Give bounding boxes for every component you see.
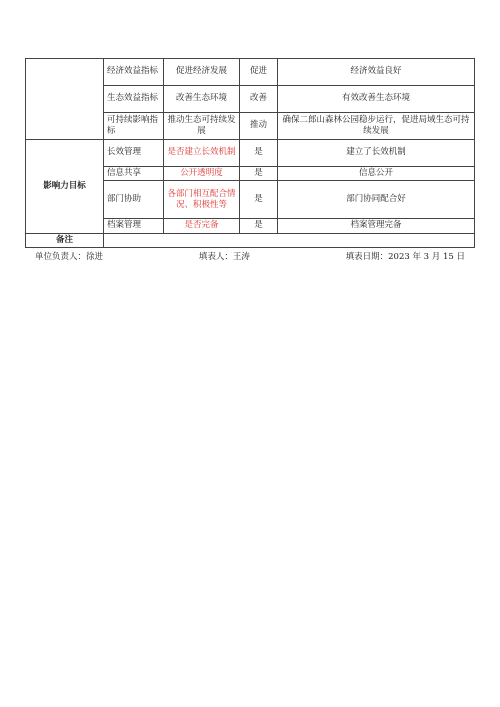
indicator-cell: 经济效益指标 xyxy=(104,59,164,86)
criterion-cell: 各部门相互配合情况、积极性等 xyxy=(164,181,240,219)
table-row xyxy=(26,140,475,167)
criterion-cell: 是否完备 xyxy=(164,219,240,233)
signature-footer xyxy=(35,250,465,262)
criterion-cell: 推动生态可持续发展 xyxy=(164,113,240,140)
criterion-cell: 促进经济发展 xyxy=(164,59,240,86)
criterion-cell: 是否建立长效机制 xyxy=(164,140,240,167)
category-cell-blank xyxy=(26,59,104,140)
indicator-cell: 长效管理 xyxy=(104,140,164,167)
result-cell: 经济效益良好 xyxy=(278,59,475,86)
indicator-cell: 部门协助 xyxy=(104,181,164,219)
unit-head: 单位负责人：徐进 xyxy=(35,252,104,262)
indicator-cell: 档案管理 xyxy=(104,219,164,233)
value-cell: 是 xyxy=(240,167,278,181)
filled-by: 填表人：王涛 xyxy=(198,252,250,262)
criterion-cell: 公开透明度 xyxy=(164,167,240,181)
remarks-label: 备注 xyxy=(26,233,104,247)
performance-table xyxy=(25,58,475,248)
table-row xyxy=(26,59,475,86)
criterion-cell: 改善生态环境 xyxy=(164,86,240,113)
indicator-cell: 信息共享 xyxy=(104,167,164,181)
category-cell: 影响力目标 xyxy=(26,140,104,234)
result-cell: 建立了长效机制 xyxy=(278,140,475,167)
result-cell: 部门协同配合好 xyxy=(278,181,475,219)
value-cell: 推动 xyxy=(240,113,278,140)
remarks-row xyxy=(26,233,475,247)
result-cell: 档案管理完备 xyxy=(278,219,475,233)
value-cell: 是 xyxy=(240,181,278,219)
value-cell: 改善 xyxy=(240,86,278,113)
value-cell: 是 xyxy=(240,219,278,233)
value-cell: 是 xyxy=(240,140,278,167)
value-cell: 促进 xyxy=(240,59,278,86)
result-cell: 有效改善生态环境 xyxy=(278,86,475,113)
result-cell: 确保二郎山森林公园稳步运行，促进局域生态可持续发展 xyxy=(278,113,475,140)
indicator-cell: 生态效益指标 xyxy=(104,86,164,113)
result-cell: 信息公开 xyxy=(278,167,475,181)
indicator-cell: 可持续影响指标 xyxy=(104,113,164,140)
remarks-value xyxy=(104,233,475,247)
fill-date: 填表日期：2023 年 3 月 15 日 xyxy=(345,252,465,262)
